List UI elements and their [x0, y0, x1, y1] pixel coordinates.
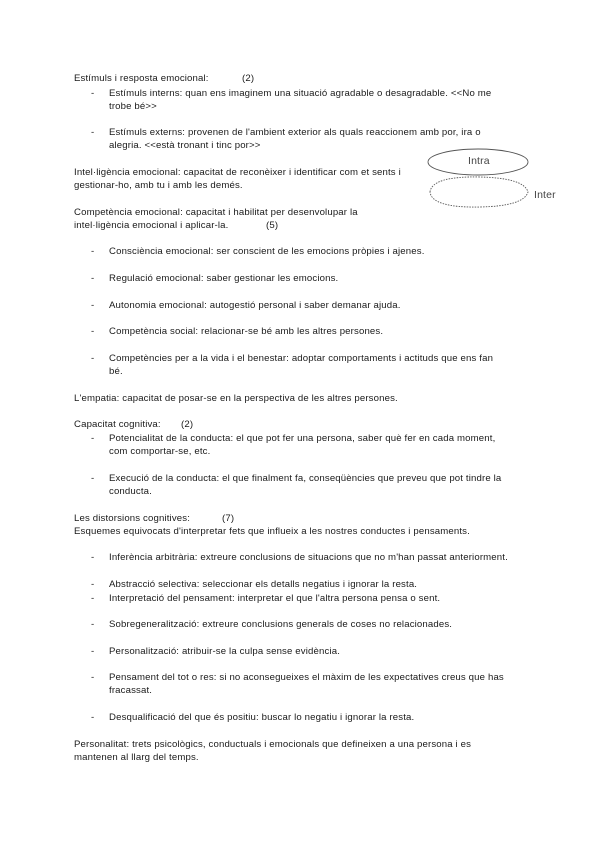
list-item-text: Competències per a la vida i el benestar: adoptar comportaments i actituds que ens fan	[109, 353, 494, 364]
list-dash: -	[91, 593, 95, 604]
list-item-text: Interpretació del pensament: interpretar el que l'altra persona pensa o sent.	[109, 593, 441, 604]
competencia-text: Competència emocional: capacitat i habilitat per desenvolupar la	[74, 207, 358, 218]
list-dash: -	[91, 326, 95, 337]
list-item-text: Estímuls externs: provenen de l'ambient exterior als quals reaccionem amb por, ira o	[109, 127, 481, 138]
distorsions-heading: Les distorsions cognitives:	[74, 513, 191, 524]
list-item-text: Sobregeneralització: extreure conclusions generals de coses no relacionades.	[109, 619, 453, 630]
list-item-text: alegria. <<està tronant i tinc por>>	[109, 140, 261, 151]
personalitat-text: Personalitat: trets psicològics, conductuals i emocionals que defineixen a una persona i es	[74, 739, 472, 750]
list-item-text: Desqualificació del que és positiu: buscar lo negatiu i ignorar la resta.	[109, 712, 415, 723]
cognitiva-heading: Capacitat cognitiva:	[74, 419, 161, 430]
distorsions-subtitle: Esquemes equivocats d'interpretar fets que influeix a les nostres conductes i pensaments.	[74, 526, 470, 537]
list-item-text: conducta.	[109, 486, 152, 497]
estimuls-heading: Estímuls i resposta emocional:	[74, 73, 209, 84]
competencia-count: (5)	[266, 220, 279, 231]
list-dash: -	[91, 619, 95, 630]
list-dash: -	[91, 300, 95, 311]
list-dash: -	[91, 273, 95, 284]
list-item-text: bé.	[109, 366, 123, 377]
list-dash: -	[91, 127, 95, 138]
list-dash: -	[91, 246, 95, 257]
list-item-text: fracassat.	[109, 685, 153, 696]
personalitat-text: mantenen al llarg del temps.	[74, 752, 199, 763]
cognitiva-count: (2)	[181, 419, 194, 430]
list-item-text: Inferència arbitrària: extreure conclusions de situacions que no m'han passat anteriorment.	[109, 552, 508, 563]
intel-text: Intel·ligència emocional: capacitat de reconèixer i identificar com et sents i	[74, 167, 401, 178]
estimuls-count: (2)	[242, 73, 255, 84]
empatia-text: L'empatia: capacitat de posar-se en la perspectiva de les altres persones.	[74, 393, 398, 404]
intra-inter-diagram	[424, 146, 574, 216]
intra-label: Intra	[468, 155, 490, 167]
ellipses-drawing	[424, 146, 574, 216]
list-dash: -	[91, 712, 95, 723]
list-item-text: Potencialitat de la conducta: el que pot fer una persona, saber què fer en cada moment,	[109, 433, 496, 444]
list-item-text: Personalització: atribuir-se la culpa sense evidència.	[109, 646, 341, 657]
distorsions-count: (7)	[222, 513, 235, 524]
list-dash: -	[91, 88, 95, 99]
list-dash: -	[91, 646, 95, 657]
competencia-text: intel·ligència emocional i aplicar-la.	[74, 220, 229, 231]
intel-text: gestionar-ho, amb tu i amb les demés.	[74, 180, 243, 191]
list-dash: -	[91, 552, 95, 563]
list-dash: -	[91, 579, 95, 590]
list-item-text: Estímuls interns: quan ens imaginem una situació agradable o desagradable. <<No me	[109, 88, 492, 99]
list-item-text: Execució de la conducta: el que finalment fa, conseqüències que preveu que pot tindre la	[109, 473, 502, 484]
list-dash: -	[91, 433, 95, 444]
list-dash: -	[91, 353, 95, 364]
list-item-text: Pensament del tot o res: si no aconsegueixes el màxim de les expectatives creus que has	[109, 672, 504, 683]
list-item-text: Competència social: relacionar-se bé amb les altres persones.	[109, 326, 384, 337]
inter-ellipse	[430, 177, 528, 207]
list-item-text: com comportar-se, etc.	[109, 446, 211, 457]
list-item-text: Abstracció selectiva: seleccionar els detalls negatius i ignorar la resta.	[109, 579, 418, 590]
inter-label: Inter	[534, 189, 556, 201]
list-item-text: Autonomia emocional: autogestió personal i saber demanar ajuda.	[109, 300, 401, 311]
list-item-text: trobe bé>>	[109, 101, 157, 112]
list-dash: -	[91, 672, 95, 683]
list-item-text: Regulació emocional: saber gestionar les emocions.	[109, 273, 339, 284]
list-dash: -	[91, 473, 95, 484]
list-item-text: Consciència emocional: ser conscient de les emocions pròpies i ajenes.	[109, 246, 425, 257]
